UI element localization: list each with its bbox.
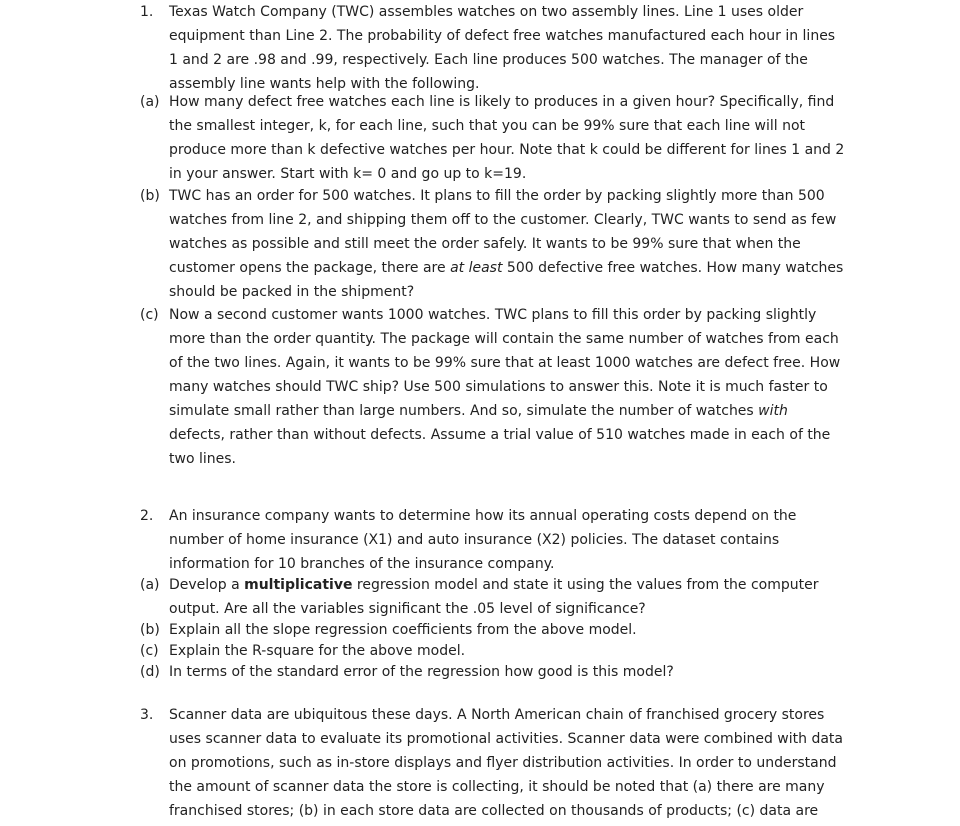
part-text: TWC has an order for 500 watches. It plans to fill the order by packing slightly more than 500 watches from line 2, and shipping them off to the customer. Clearly, TWC wants to send as few watches as possible and still meet the order safely. It wants to be 99% sure that when the customer opens the package, there are at least 500 defective free watches. How many watches should be packed in the shipment?	[169, 188, 844, 300]
question-2-part-d	[140, 662, 845, 683]
question-2-part-c	[140, 641, 845, 662]
part-label: (a)	[140, 577, 160, 593]
part-label: (b)	[140, 622, 160, 638]
question-1-part-a	[140, 90, 845, 186]
emphasis-text: with	[758, 403, 788, 419]
question-2	[140, 504, 845, 576]
question-1-part-b	[140, 184, 845, 304]
question-number: 3.	[140, 707, 154, 723]
part-label: (d)	[140, 664, 160, 680]
part-text: Explain the R-square for the above model.	[169, 643, 466, 659]
question-2-part-b	[140, 620, 845, 641]
question-2-part-a	[140, 573, 845, 621]
part-text: How many defect free watches each line is likely to produces in a given hour? Specifically, find the smallest integer, k, for each line, such that you can be 99% sure that each line will not produce more than k defective watches per hour. Note that k could be different for lines 1 and 2 in your answer. Start with k= 0 and go up to k=19.	[169, 94, 845, 182]
question-3	[140, 703, 845, 823]
question-number: 1.	[140, 4, 154, 20]
part-text: Explain all the slope regression coefficients from the above model.	[169, 622, 637, 638]
question-1-part-c	[140, 303, 845, 471]
part-label: (c)	[140, 643, 159, 659]
emphasis-text: at least	[450, 260, 503, 276]
bold-text: multiplicative	[244, 577, 353, 593]
part-text: Develop a multiplicative regression model and state it using the values from the computer output. Are all the variables significant the .05 level of significance?	[169, 577, 819, 617]
question-text: An insurance company wants to determine how its annual operating costs depend on the number of home insurance (X1) and auto insurance (X2) policies. The dataset contains information for 10 branches of the insurance company.	[169, 508, 797, 572]
part-label: (b)	[140, 188, 160, 204]
question-number: 2.	[140, 508, 154, 524]
part-text: Now a second customer wants 1000 watches. TWC plans to fill this order by packing slightly more than the order quantity. The package will contain the same number of watches from each of the two lines. Again, it wants to be 99% sure that at least 1000 watches are defect free. How many watches should TWC ship? Use 500 simulations to answer this. Note it is much faster to simulate small rather than large numbers. And so, simulate the number of watches with defects, rather than without defects. Assume a trial value of 510 watches made in each of the two lines.	[169, 307, 841, 467]
part-label: (a)	[140, 94, 160, 110]
part-label: (c)	[140, 307, 159, 323]
question-text: Scanner data are ubiquitous these days. A North American chain of franchised grocery stores uses scanner data to evaluate its promotional activities. Scanner data were combined with data on promotions, such as in-store displays and flyer distribution activities. In order to understand the amount of scanner data the store is collecting, it should be noted that (a) there are many franchised stores; (b) in each store data are collected on thousands of products; (c) data are	[169, 707, 843, 819]
question-text: Texas Watch Company (TWC) assembles watches on two assembly lines. Line 1 uses older equipment than Line 2. The probability of defect free watches manufactured each hour in lines 1 and 2 are .98 and .99, respectively. Each line produces 500 watches. The manager of the assembly line wants help with the following.	[169, 4, 836, 92]
part-text: In terms of the standard error of the regression how good is this model?	[169, 664, 674, 680]
question-1	[140, 0, 845, 96]
